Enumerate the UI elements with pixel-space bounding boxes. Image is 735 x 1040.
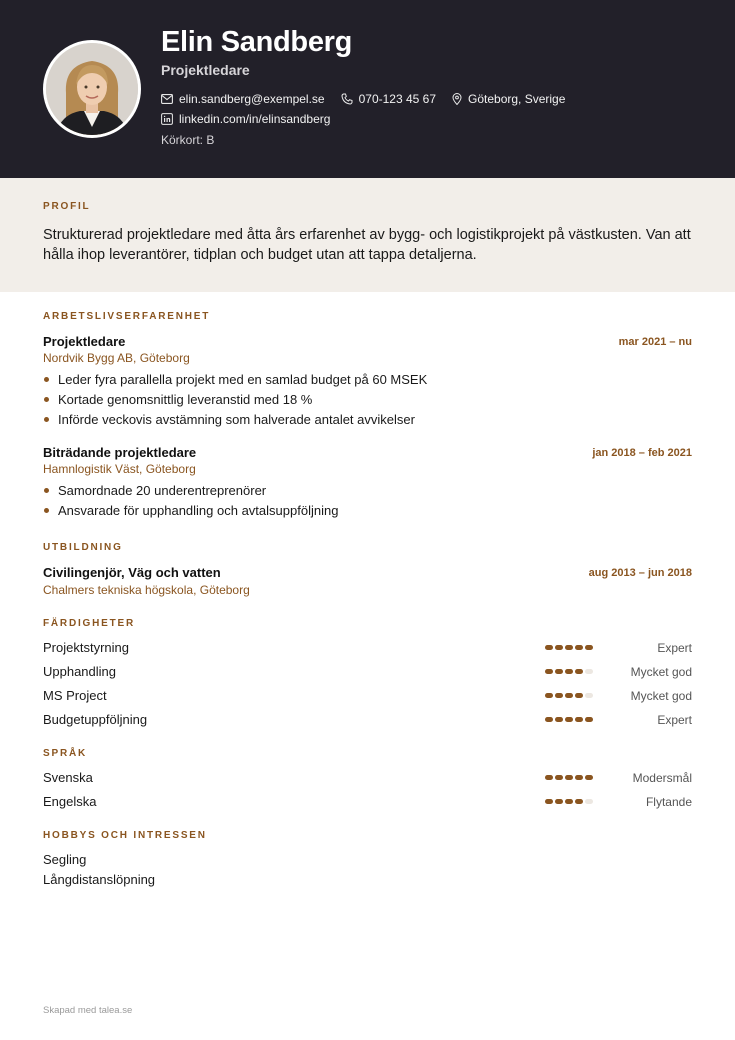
education-1-title: Civilingenjör, Väg och vatten — [43, 565, 221, 580]
job-1-org: Nordvik Bygg AB, Göteborg — [43, 351, 190, 365]
skill-rating — [545, 717, 595, 722]
skill-rating — [545, 693, 595, 698]
skill-level: Mycket god — [630, 665, 692, 679]
avatar — [43, 40, 141, 138]
profile-heading: PROFIL — [43, 201, 91, 212]
language-rating — [545, 799, 595, 804]
contact-email[interactable] — [161, 92, 325, 106]
footer-credit[interactable]: Skapad med talea.se — [43, 1005, 133, 1016]
rating-dot-filled — [545, 717, 553, 722]
rating-dot-filled — [565, 775, 573, 780]
list-item: Samordnade 20 underentreprenörer — [43, 481, 338, 501]
phone-icon — [341, 93, 353, 105]
education-1-date: aug 2013 – jun 2018 — [588, 567, 692, 579]
rating-dot-empty — [585, 669, 593, 674]
language-name: Svenska — [43, 770, 93, 785]
rating-dot-filled — [555, 799, 563, 804]
rating-dot-filled — [565, 717, 573, 722]
rating-dot-filled — [585, 645, 593, 650]
rating-dot-filled — [555, 775, 563, 780]
rating-dot-filled — [545, 669, 553, 674]
language-level: Modersmål — [632, 771, 692, 785]
rating-dot-filled — [585, 717, 593, 722]
job-2-date: jan 2018 – feb 2021 — [592, 447, 692, 459]
skill-name: Budgetuppföljning — [43, 712, 148, 727]
job-1-date: mar 2021 – nu — [618, 336, 692, 348]
languages-heading: SPRÅK — [43, 748, 88, 759]
list-item: Leder fyra parallella projekt med en samlad budget på 60 MSEK — [43, 370, 427, 390]
rating-dot-filled — [575, 799, 583, 804]
list-item: Kortade genomsnittlig leveranstid med 18 % — [43, 390, 427, 410]
person-name: Elin Sandberg — [161, 26, 353, 58]
rating-dot-filled — [585, 775, 593, 780]
rating-dot-filled — [555, 669, 563, 674]
hobby-item: Segling — [43, 852, 87, 867]
rating-dot-filled — [565, 799, 573, 804]
rating-dot-filled — [575, 669, 583, 674]
rating-dot-filled — [565, 645, 573, 650]
job-2-bullets — [43, 481, 338, 521]
job-1-title: Projektledare — [43, 334, 126, 349]
skill-name: MS Project — [43, 688, 107, 703]
email-text: elin.sandberg@exempel.se — [179, 92, 325, 106]
rating-dot-filled — [575, 693, 583, 698]
list-item: Införde veckovis avstämning som halverade antalet avvikelser — [43, 410, 427, 430]
hobby-item: Långdistanslöpning — [43, 872, 156, 887]
drivers-license: Körkort: B — [161, 133, 215, 147]
skills-heading: FÄRDIGHETER — [43, 618, 136, 629]
rating-dot-empty — [585, 799, 593, 804]
rating-dot-filled — [545, 693, 553, 698]
rating-dot-filled — [555, 645, 563, 650]
skill-level: Expert — [657, 641, 692, 655]
location-text: Göteborg, Sverige — [468, 92, 566, 106]
profile-text: Strukturerad projektledare med åtta års erfarenhet av bygg- och logistikprojekt på västkusten. Van att hålla ihop leverantörer, tidplan och budget utan att tappa detaljerna. — [43, 227, 691, 263]
skill-level: Expert — [657, 713, 692, 727]
list-item: Ansvarade för upphandling och avtalsuppföljning — [43, 501, 338, 521]
rating-dot-empty — [585, 693, 593, 698]
experience-heading: ARBETSLIVSERFARENHET — [43, 311, 211, 322]
rating-dot-filled — [575, 717, 583, 722]
rating-dot-filled — [555, 717, 563, 722]
portrait-photo — [46, 43, 138, 135]
contact-location — [452, 92, 565, 106]
rating-dot-filled — [575, 775, 583, 780]
header — [0, 0, 735, 178]
rating-dot-filled — [555, 693, 563, 698]
contact-linkedin[interactable] — [161, 112, 330, 126]
job-2-title: Biträdande projektledare — [43, 445, 197, 460]
job-1-bullets — [43, 370, 427, 430]
rating-dot-filled — [545, 775, 553, 780]
contact-row-2 — [161, 112, 346, 126]
location-pin-icon — [452, 93, 462, 105]
contact-row-1 — [161, 92, 581, 106]
skill-rating — [545, 669, 595, 674]
linkedin-icon — [161, 113, 173, 125]
skill-name: Upphandling — [43, 664, 117, 679]
job-2-org: Hamnlogistik Väst, Göteborg — [43, 462, 196, 476]
education-heading: UTBILDNING — [43, 542, 123, 553]
skill-name: Projektstyrning — [43, 640, 129, 655]
job-title: Projektledare — [161, 62, 250, 78]
language-level: Flytande — [645, 795, 692, 809]
rating-dot-filled — [565, 693, 573, 698]
linkedin-text: linkedin.com/in/elinsandberg — [179, 112, 331, 126]
hobbies-heading: HOBBYS OCH INTRESSEN — [43, 830, 207, 841]
rating-dot-filled — [545, 799, 553, 804]
language-name: Engelska — [43, 794, 97, 809]
rating-dot-filled — [575, 645, 583, 650]
contact-phone[interactable] — [341, 92, 436, 106]
phone-text: 070-123 45 67 — [358, 92, 437, 106]
skill-level: Mycket god — [630, 689, 692, 703]
language-rating — [545, 775, 595, 780]
rating-dot-filled — [545, 645, 553, 650]
skill-rating — [545, 645, 595, 650]
education-1-org: Chalmers tekniska högskola, Göteborg — [43, 583, 250, 597]
rating-dot-filled — [565, 669, 573, 674]
mail-icon — [161, 94, 173, 104]
